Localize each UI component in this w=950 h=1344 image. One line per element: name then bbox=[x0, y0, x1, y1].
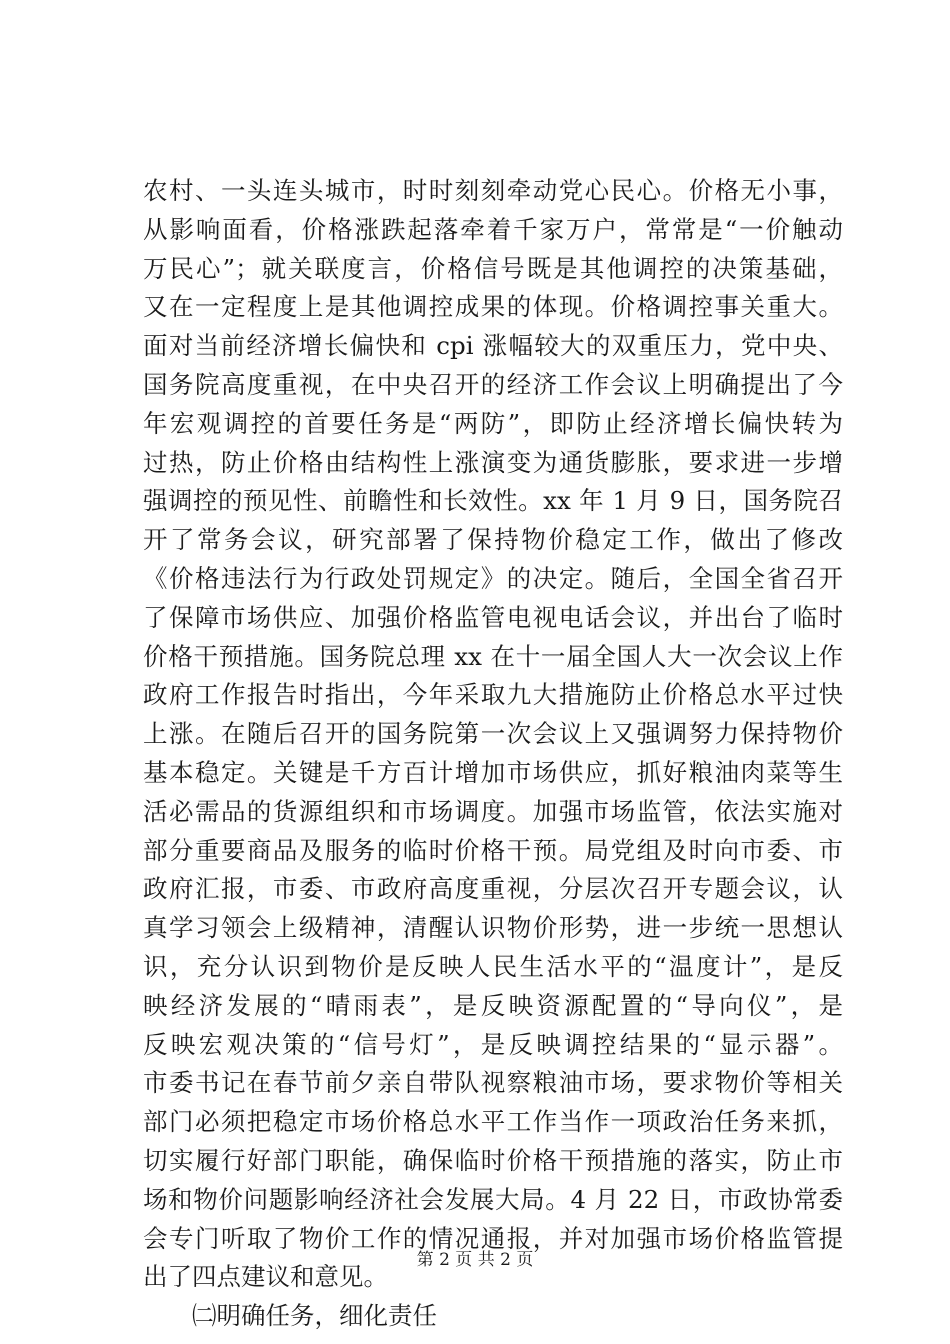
text-line: 反映宏观决策的“信号灯”，是反映调控结果的“显示器”。 bbox=[143, 1029, 843, 1059]
text-line: 政府汇报，市委、市政府高度重视，分层次召开专题会议，认 bbox=[143, 874, 843, 904]
text-line: 政府工作报告时指出，今年采取九大措施防止价格总水平过快 bbox=[143, 680, 843, 710]
text-line: 开了常务会议，研究部署了保持物价稳定工作，做出了修改 bbox=[143, 525, 843, 555]
text-line: 农村、一头连头城市，时时刻刻牵动党心民心。价格无小事， bbox=[143, 176, 843, 205]
text-line: 从影响面看，价格涨跌起落牵着千家万户，常常是“一价触动 bbox=[143, 214, 843, 244]
text-line: 上涨。在随后召开的国务院第一次会议上又强调努力保持物价 bbox=[143, 719, 843, 749]
text-line: 强调控的预见性、前瞻性和长效性。xx 年 1 月 9 日，国务院召 bbox=[143, 486, 843, 516]
text-line: 过热，防止价格由结构性上涨演变为通货膨胀，要求进一步增 bbox=[143, 447, 843, 477]
text-line: 市委书记在春节前夕亲自带队视察粮油市场，要求物价等相关 bbox=[143, 1068, 843, 1098]
text-line: 了保障市场供应、加强价格监管电视电话会议，并出台了临时 bbox=[143, 602, 843, 632]
text-line: 部分重要商品及服务的临时价格干预。局党组及时向市委、市 bbox=[143, 835, 843, 865]
text-line: 出了四点建议和意见。 bbox=[143, 1262, 388, 1292]
text-line: 万民心”；就关联度言，价格信号既是其他调控的决策基础， bbox=[143, 253, 843, 283]
text-line: 识，充分认识到物价是反映人民生活水平的“温度计”，是反 bbox=[143, 951, 843, 981]
section-heading: ㈡明确任务，细化责任 bbox=[192, 1301, 437, 1331]
text-line: 面对当前经济增长偏快和 cpi 涨幅较大的双重压力，党中央、 bbox=[143, 331, 843, 361]
text-line: 场和物价问题影响经济社会发展大局。4 月 22 日，市政协常委 bbox=[143, 1184, 843, 1214]
body-text bbox=[143, 172, 843, 1336]
text-line: 活必需品的货源组织和市场调度。加强市场监管，依法实施对 bbox=[143, 796, 843, 826]
text-line: 《价格违法行为行政处罚规定》的决定。随后，全国全省召开 bbox=[143, 563, 843, 593]
text-line: 会专门听取了物价工作的情况通报，并对加强市场价格监管提 bbox=[143, 1223, 843, 1253]
text-line: 真学习领会上级精神，清醒认识物价形势，进一步统一思想认 bbox=[143, 913, 843, 943]
text-line: 价格干预措施。国务院总理 xx 在十一届全国人大一次会议上作 bbox=[143, 641, 843, 671]
text-line: 映经济发展的“晴雨表”，是反映资源配置的“导向仪”，是 bbox=[143, 990, 843, 1020]
text-line: 部门必须把稳定市场价格总水平工作当作一项政治任务来抓， bbox=[143, 1107, 843, 1137]
text-line: 切实履行好部门职能，确保临时价格干预措施的落实，防止市 bbox=[143, 1145, 843, 1175]
page-footer: 第 2 页 共 2 页 bbox=[416, 1250, 534, 1270]
text-line: 国务院高度重视，在中央召开的经济工作会议上明确提出了今 bbox=[143, 369, 843, 399]
text-line: 基本稳定。关键是千方百计增加市场供应，抓好粮油肉菜等生 bbox=[143, 757, 843, 787]
text-line: 年宏观调控的首要任务是“两防”，即防止经济增长偏快转为 bbox=[143, 408, 843, 438]
text-line: 又在一定程度上是其他调控成果的体现。价格调控事关重大。 bbox=[143, 292, 843, 322]
